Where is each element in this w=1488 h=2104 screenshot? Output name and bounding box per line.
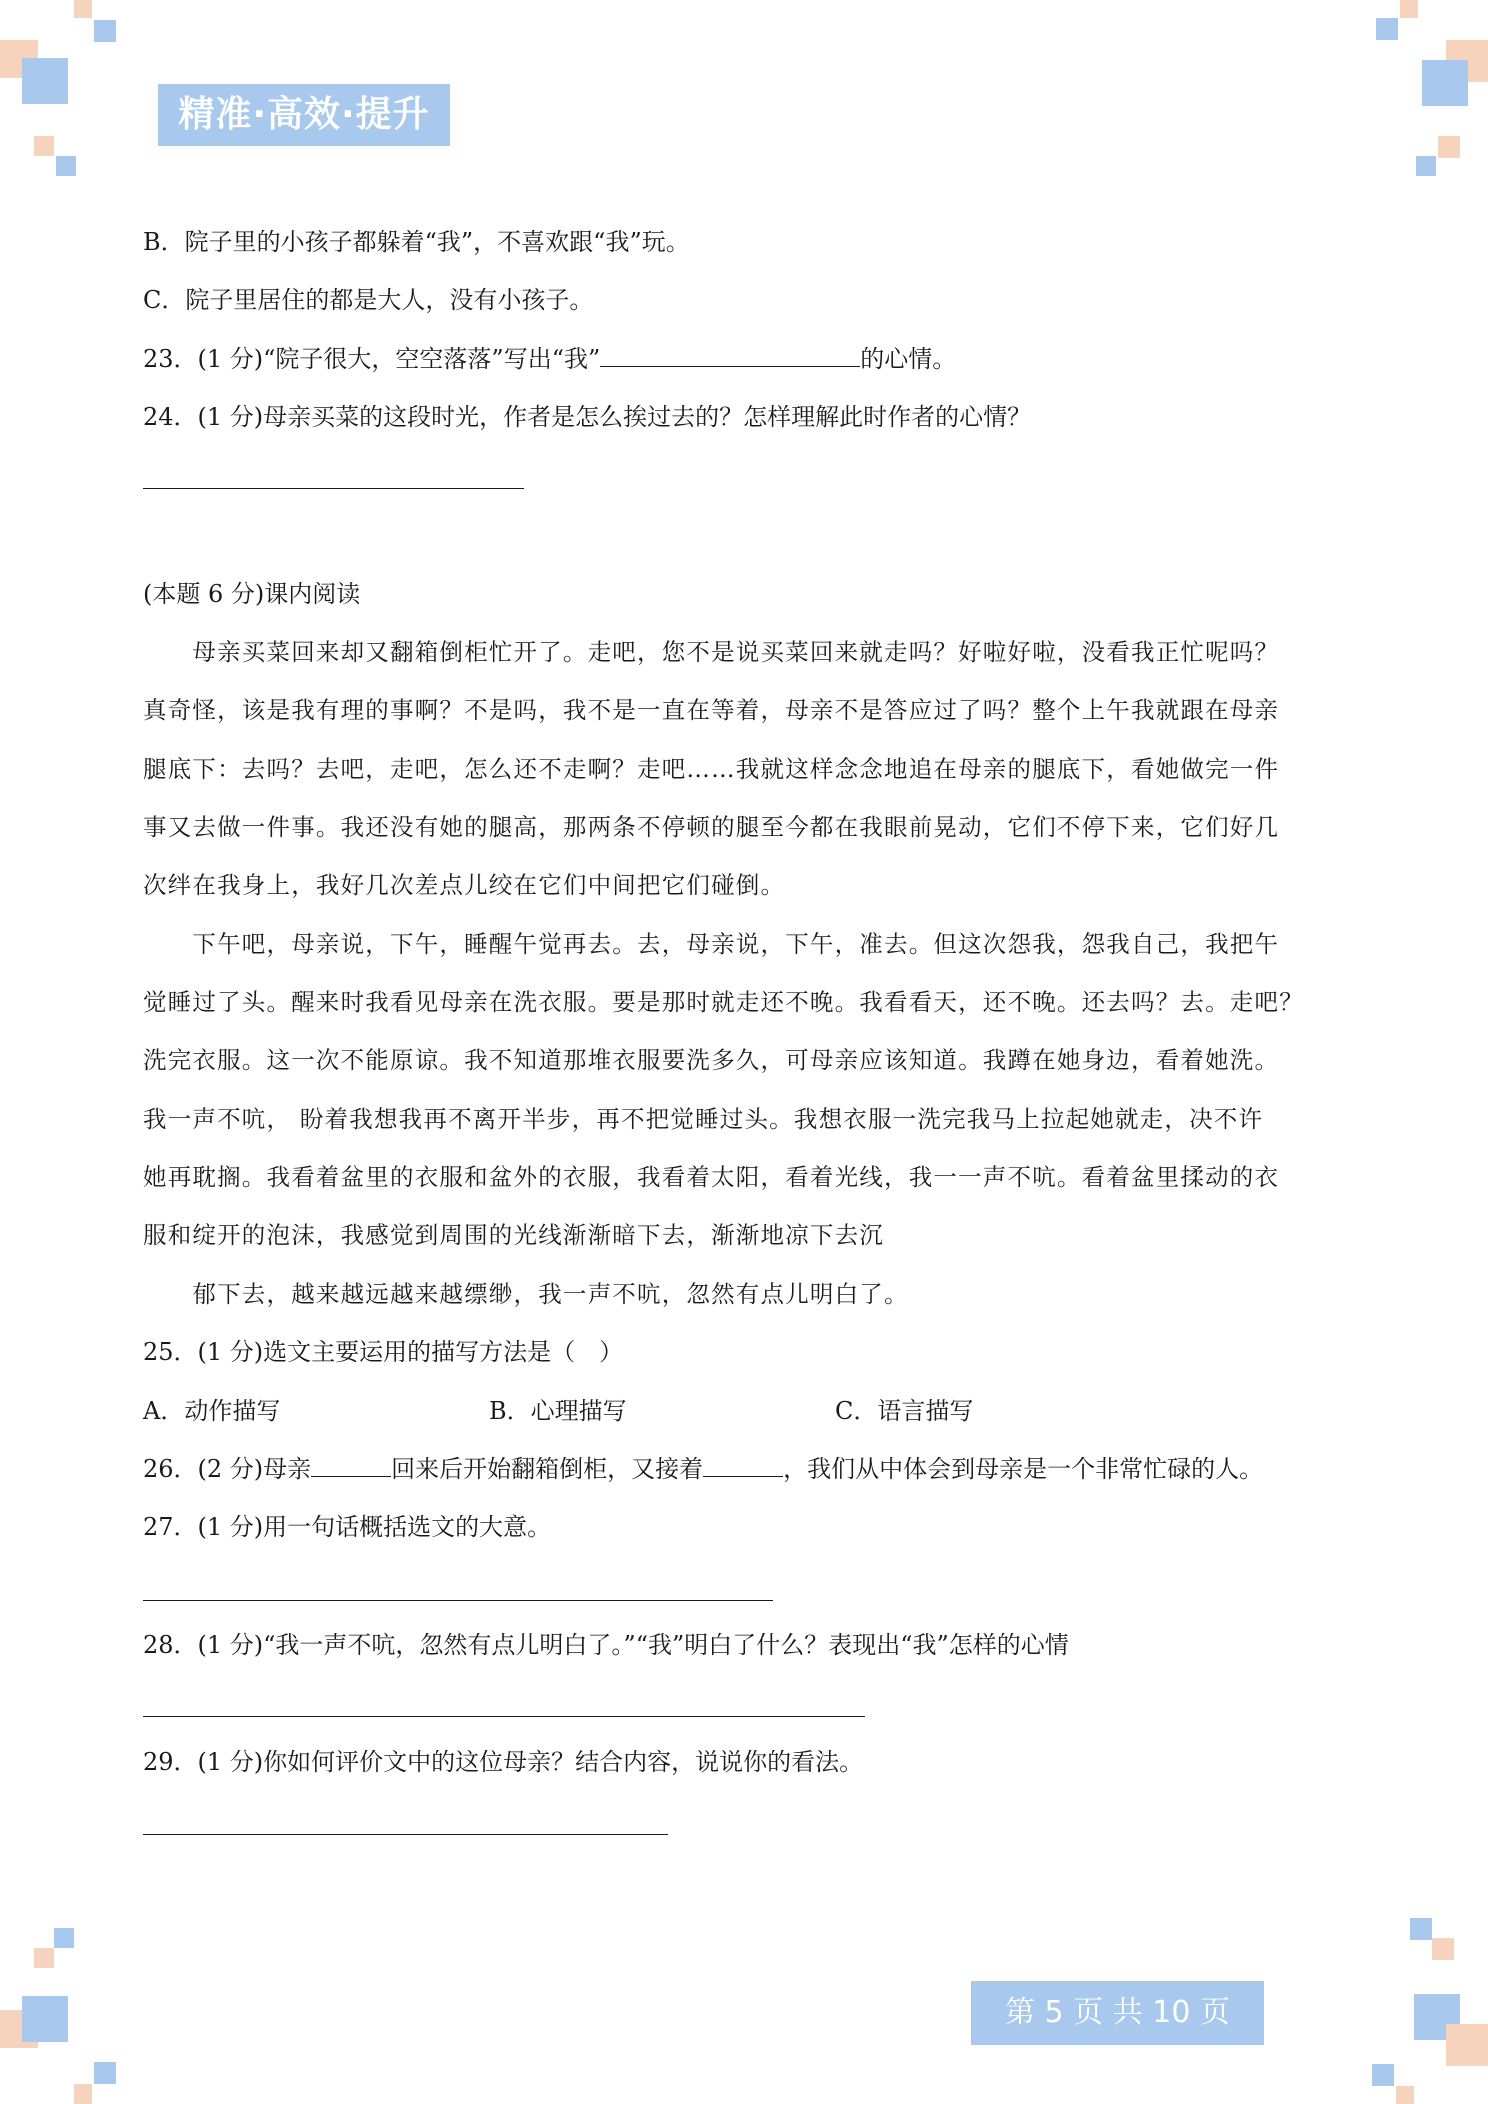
decor-square [94,2062,116,2084]
passage-line: 洗完衣服。这一次不能原谅。我不知道那堆衣服要洗多久，可母亲应该知道。我蹲在她身边，看着她洗。 [143,1046,1280,1074]
decor-square [1422,60,1468,106]
answer-line[interactable] [143,488,524,489]
option-b: B．院子里的小孩子都躲着“我”，不喜欢跟“我”玩。 [143,228,690,256]
answer-blank[interactable] [600,344,860,367]
question-26-text: 回来后开始翻箱倒柜，又接着 [391,1455,704,1483]
passage-line: 她再耽搁。我看着盆里的衣服和盆外的衣服，我看着太阳，看着光线，我一一声不吭。看着盆里揉动的衣 [143,1163,1280,1191]
decor-square [34,1948,54,1968]
decor-square [1438,136,1460,158]
option-c: C．院子里居住的都是大人，没有小孩子。 [143,286,594,314]
header-badge: 精准·高效·提升 [158,84,450,146]
decor-square [1400,0,1418,18]
answer-line[interactable] [143,1600,773,1601]
passage-line: 下午吧，母亲说，下午，睡醒午觉再去。去，母亲说，下午，准去。但这次怨我，怨我自己，我把午 [143,930,1280,958]
decor-square [22,1996,68,2042]
question-28: 28．(1 分)“我一声不吭，忽然有点儿明白了。”“我”明白了什么？表现出“我”怎样的心情 [143,1631,1069,1659]
decor-square [34,136,54,156]
question-26 [143,1453,1263,1485]
passage-line: 次绊在我身上，我好几次差点儿绞在它们中间把它们碰倒。 [143,871,786,899]
passage-line: 腿底下：去吗？去吧，走吧，怎么还不走啊？走吧……我就这样念念地追在母亲的腿底下，看她做完一件 [143,755,1280,783]
passage-line: 事又去做一件事。我还没有她的腿高，那两条不停顿的腿至今都在我眼前晃动，它们不停下来，它们好几 [143,813,1280,841]
decor-square [54,1928,74,1948]
question-27: 27．(1 分)用一句话概括选文的大意。 [143,1513,552,1541]
question-24: 24．(1 分)母亲买菜的这段时光，作者是怎么挨过去的？怎样理解此时作者的心情？ [143,403,1032,431]
question-23-suffix: 的心情。 [860,345,957,373]
answer-blank[interactable] [703,1454,783,1477]
decor-square [74,0,92,18]
page-number: 第 5 页 共 10 页 [971,1981,1264,2045]
question-25: 25．(1 分)选文主要运用的描写方法是（ ） [143,1338,624,1366]
answer-line[interactable] [143,1834,668,1835]
decor-square [56,156,76,176]
decor-square [74,2084,92,2104]
passage-line: 真奇怪，该是我有理的事啊？不是吗，我不是一直在等着，母亲不是答应过了吗？整个上午我就跟在母亲 [143,696,1280,724]
decor-square [1376,18,1398,40]
section-heading: (本题 6 分)课内阅读 [143,580,361,608]
option-a[interactable]: A．动作描写 [143,1397,281,1425]
decor-square [1410,1918,1432,1940]
passage-line: 郁下去，越来越远越来越缥缈，我一声不吭，忽然有点儿明白了。 [143,1280,909,1308]
decor-square [1372,2064,1394,2086]
decor-square [1396,2086,1414,2104]
option-b[interactable]: B．心理描写 [489,1397,627,1425]
passage-line: 母亲买菜回来却又翻箱倒柜忙开了。走吧，您不是说买菜回来就走吗？好啦好啦，没看我正忙呢吗？ [143,638,1280,666]
decor-square [1432,1938,1454,1960]
decor-square [22,58,68,104]
decor-square [1446,2024,1488,2066]
passage-line: 我一声不吭， 盼着我想我再不离开半步，再不把觉睡过头。我想衣服一洗完我马上拉起她就走，决不许 [143,1105,1264,1133]
question-26-text: 26．(2 分)母亲 [143,1455,312,1483]
question-23 [143,343,956,375]
option-c[interactable]: C．语言描写 [835,1397,974,1425]
question-23-text: 23．(1 分)“院子很大，空空落落”写出“我” [143,345,601,373]
decor-square [1416,156,1436,176]
question-29: 29．(1 分)你如何评价文中的这位母亲？结合内容，说说你的看法。 [143,1748,864,1776]
answer-blank[interactable] [311,1454,391,1477]
answer-line[interactable] [143,1716,865,1717]
question-26-text: ，我们从中体会到母亲是一个非常忙碌的人。 [783,1455,1264,1483]
decor-square [94,20,116,42]
passage-line: 服和绽开的泡沫，我感觉到周围的光线渐渐暗下去，渐渐地凉下去沉 [143,1221,884,1249]
passage-line: 觉睡过了头。醒来时我看见母亲在洗衣服。要是那时就走还不晚。我看看天，还不晚。还去吗？去。走吧？ [143,988,1304,1016]
